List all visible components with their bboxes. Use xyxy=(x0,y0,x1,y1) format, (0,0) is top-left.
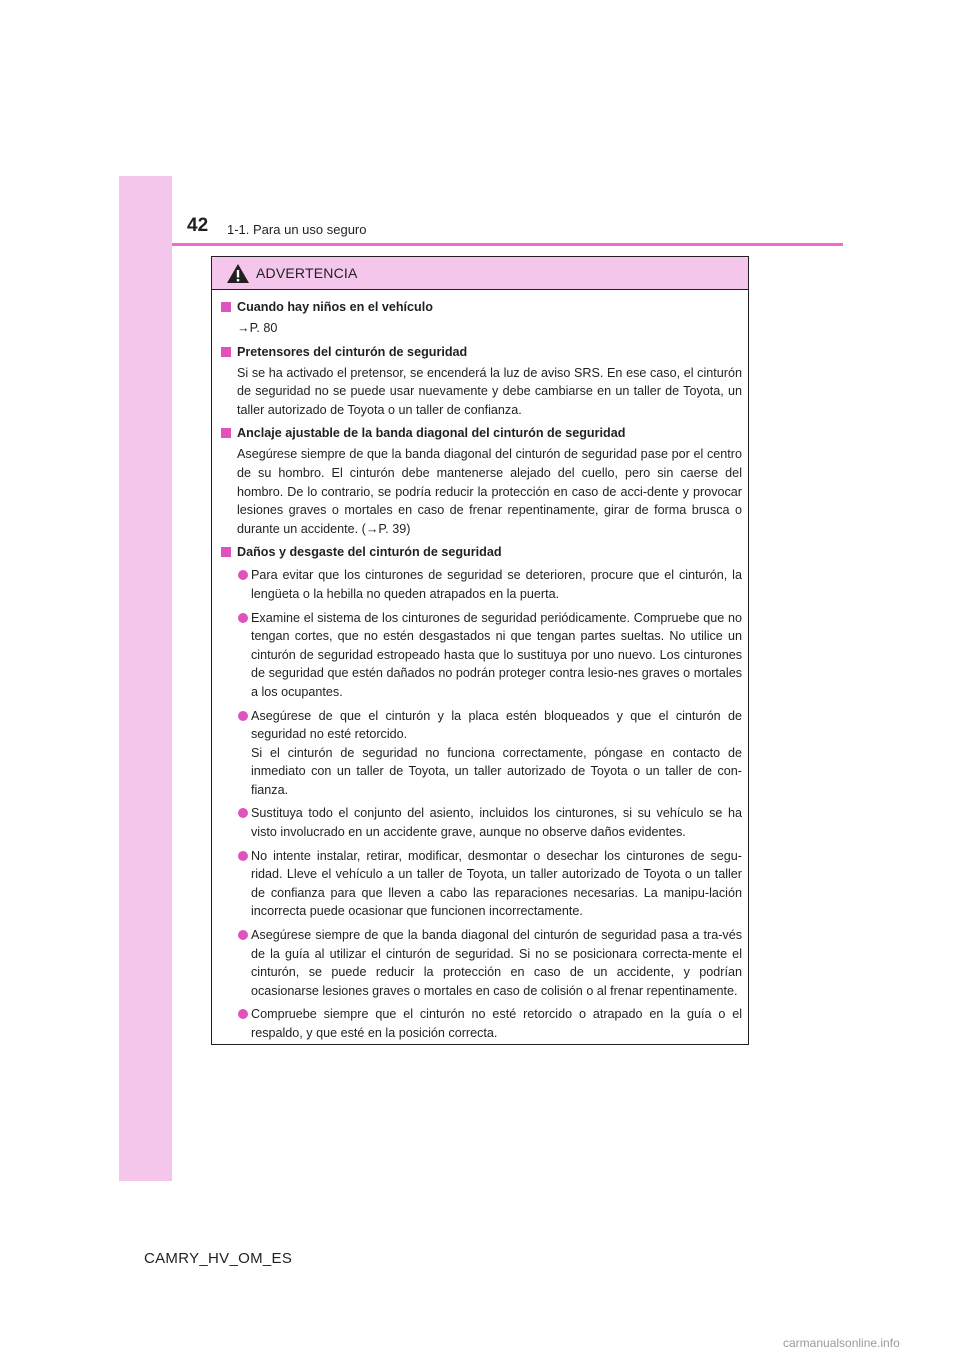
header-divider xyxy=(172,243,843,246)
warning-box xyxy=(211,256,749,1045)
square-bullet-icon xyxy=(221,428,231,438)
section-title: 1-1. Para un uso seguro xyxy=(227,222,367,237)
warning-body xyxy=(212,290,748,1043)
list-item: Asegúrese de que el cinturón y la placa estén bloqueados y que el cinturón de seguridad no esté retorcido. Si el cinturón de seguridad no funciona correctamente, póngase en contacto de inmediato con un taller de Toyota, un taller autorizado de Toyota o un taller de con-fianza. xyxy=(220,707,742,800)
circle-bullet-icon xyxy=(238,570,248,580)
item-text-anchor: Asegúrese siempre de que la banda diagonal del cinturón de seguridad pase por el centro de su hombro. El cinturón debe mantenerse alejado del cuello, pero sin caerse del hombro. De lo contrario, se podría reducir la protección en caso de acci-dente y provocar lesiones graves o mortales en caso de frenar repentinamente, girar de forma brusca o durante un accidente. (→P. 39) xyxy=(237,447,742,536)
circle-bullet-icon xyxy=(238,808,248,818)
item-title-anchor: Anclaje ajustable de la banda diagonal del cinturón de seguridad xyxy=(220,424,742,442)
circle-bullet-icon xyxy=(238,1009,248,1019)
list-item: Sustituya todo el conjunto del asiento, incluidos los cinturones, si su vehículo se ha visto involucrado en un accidente grave, aunque no observe daños evidentes. xyxy=(220,804,742,841)
item-title-damage: Daños y desgaste del cinturón de seguridad xyxy=(220,543,742,561)
square-bullet-icon xyxy=(221,302,231,312)
circle-bullet-icon xyxy=(238,851,248,861)
warning-title: ADVERTENCIA xyxy=(256,265,358,281)
list-item: Asegúrese siempre de que la banda diagonal del cinturón de seguridad pasa a tra-vés de la guía al utilizar el cinturón de seguridad. Si no se posicionara correcta-mente el cinturón, se puede reducir la protección en caso de un accidente, y podrían ocasionarse lesiones graves o mortales en caso de colisión o al frenar repentinamente. xyxy=(220,926,742,1000)
item-title-pretensioners: Pretensores del cinturón de seguridad xyxy=(220,343,742,361)
list-item: Examine el sistema de los cinturones de seguridad periódicamente. Compruebe que no tengan cortes, que no estén desgastados ni que tengan partes sueltas. No utilice un cinturón de seguridad estropeado hasta que lo sustituya por uno nuevo. Los cinturones de seguridad que estén dañados no podrán proteger contra lesio-nes graves o mortales a los ocupantes. xyxy=(220,609,742,702)
list-item: Para evitar que los cinturones de seguridad se deterioren, procure que el cinturón, la lengüeta o la hebilla no queden atrapados en la puerta. xyxy=(220,566,742,603)
list-item: No intente instalar, retirar, modificar, desmontar o desechar los cinturones de segu-ridad. Lleve el vehículo a un taller de Toyota, un taller autorizado de Toyota o un taller de confianza para que lleven a cabo las reparaciones necesarias. La manipu-lación incorrecta puede ocasionar que funcionen incorrectamente. xyxy=(220,847,742,921)
item-title-children: Cuando hay niños en el vehículo xyxy=(220,298,742,316)
watermark: carmanualsonline.info xyxy=(783,1336,900,1350)
warning-header xyxy=(212,257,748,290)
item-text-pretensioners: Si se ha activado el pretensor, se encenderá la luz de aviso SRS. En ese caso, el cinturón de seguridad no se puede usar nuevamente y debe cambiarse en un taller de Toyota, un taller autorizado de Toyota o un taller de confianza. xyxy=(237,365,742,417)
item-text-children: →P. 80 xyxy=(237,321,278,335)
list-item: Compruebe siempre que el cinturón no esté retorcido o atrapado en la guía o el respaldo, y que esté en la posición correcta. xyxy=(220,1005,742,1042)
circle-bullet-icon xyxy=(238,930,248,940)
document-code: CAMRY_HV_OM_ES xyxy=(144,1250,293,1267)
chapter-side-tab xyxy=(119,176,172,1181)
square-bullet-icon xyxy=(221,347,231,357)
square-bullet-icon xyxy=(221,547,231,557)
page-number: 42 xyxy=(187,215,209,236)
circle-bullet-icon xyxy=(238,613,248,623)
circle-bullet-icon xyxy=(238,711,248,721)
warning-triangle-icon xyxy=(226,263,250,284)
